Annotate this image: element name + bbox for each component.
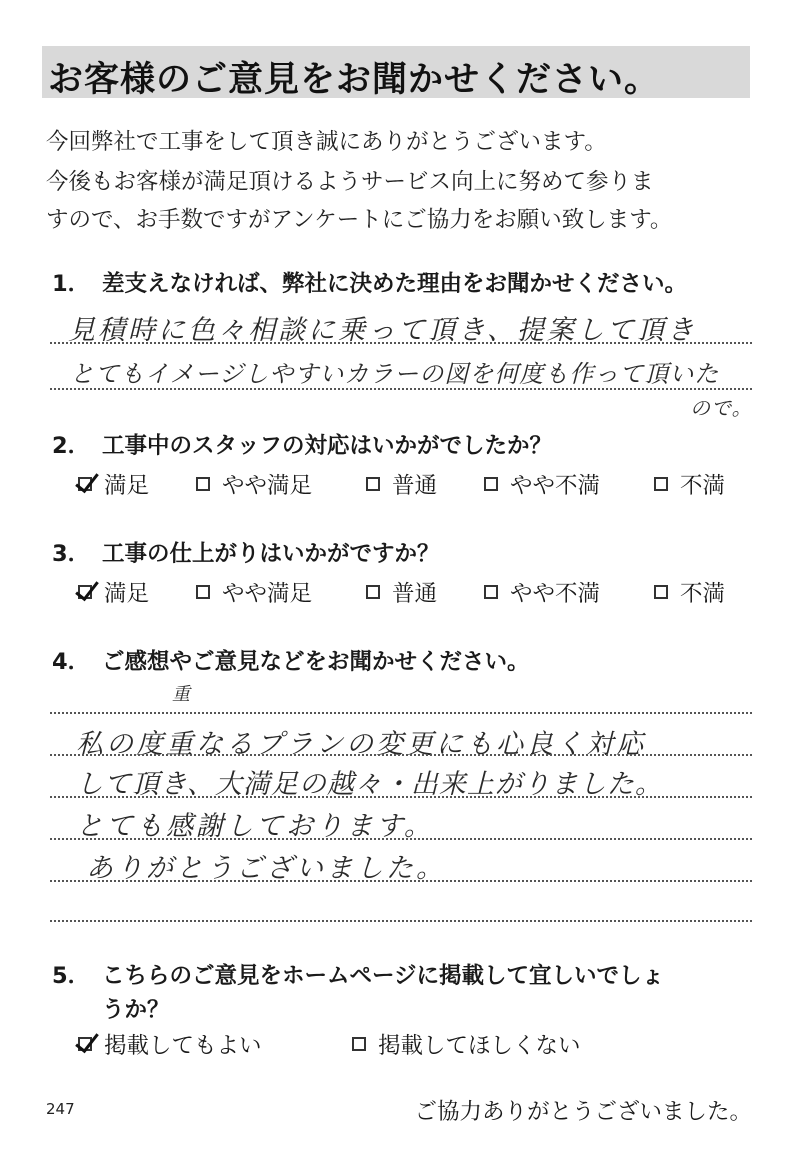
q5-option-allow[interactable]: 掲載してもよい bbox=[78, 1028, 352, 1060]
footer-thanks: ご協力ありがとうございました。 bbox=[414, 1099, 752, 1125]
q4-annotation: 重 bbox=[172, 684, 190, 705]
question-5-number: 5． bbox=[52, 963, 91, 989]
question-5-text-line-2: うか？ bbox=[102, 997, 170, 1023]
q3-option-satisfied[interactable]: 満足 bbox=[78, 576, 196, 608]
q3-options bbox=[78, 576, 725, 608]
checkbox-icon[interactable] bbox=[196, 585, 210, 599]
question-3 bbox=[52, 536, 440, 568]
q1-answer-line-2: とてもイメージしやすいカラーの図を何度も作って頂いた bbox=[70, 360, 720, 388]
q2-option-satisfied[interactable]: 満足 bbox=[78, 468, 196, 500]
question-4-text: ご感想やご意見などをお聞かせください。 bbox=[102, 649, 530, 675]
q5-option-disallow[interactable]: 掲載してほしくない bbox=[352, 1028, 581, 1060]
q4-rule-4 bbox=[50, 838, 752, 840]
question-4 bbox=[52, 644, 530, 676]
question-3-number: 3． bbox=[52, 541, 91, 567]
page-title: お客様のご意見をお聞かせください。 bbox=[48, 60, 661, 100]
q2-option-dissatisfied[interactable]: 不満 bbox=[654, 468, 725, 500]
intro-line-1: 今回弊社で工事をして頂き誠にありがとうございます。 bbox=[46, 129, 607, 155]
checkbox-checked-icon[interactable] bbox=[78, 1037, 92, 1051]
checkbox-icon[interactable] bbox=[654, 477, 668, 491]
question-1-text: 差支えなければ、弊社に決めた理由をお聞かせください。 bbox=[102, 271, 688, 297]
q4-answer-line-3: とても感謝しております。 bbox=[76, 811, 434, 842]
q2-option-somewhat-dissatisfied[interactable]: やや不満 bbox=[484, 468, 654, 500]
checkbox-icon[interactable] bbox=[484, 477, 498, 491]
checkbox-icon[interactable] bbox=[366, 585, 380, 599]
q3-option-somewhat-dissatisfied[interactable]: やや不満 bbox=[484, 576, 654, 608]
checkbox-checked-icon[interactable] bbox=[78, 477, 92, 491]
checkbox-icon[interactable] bbox=[484, 585, 498, 599]
q5-options bbox=[78, 1028, 581, 1060]
q2-option-neutral[interactable]: 普通 bbox=[366, 468, 484, 500]
checkbox-checked-icon[interactable] bbox=[78, 585, 92, 599]
question-4-number: 4． bbox=[52, 649, 91, 675]
q4-rule-1 bbox=[50, 712, 752, 714]
checkbox-icon[interactable] bbox=[352, 1037, 366, 1051]
q3-option-dissatisfied[interactable]: 不満 bbox=[654, 576, 725, 608]
question-5-text-line-1: こちらのご意見をホームページに掲載して宜しいでしょ bbox=[102, 963, 665, 989]
page-number: 247 bbox=[46, 1100, 75, 1118]
q2-option-somewhat-satisfied[interactable]: やや満足 bbox=[196, 468, 366, 500]
checkbox-icon[interactable] bbox=[366, 477, 380, 491]
q3-option-neutral[interactable]: 普通 bbox=[366, 576, 484, 608]
question-3-text: 工事の仕上がりはいかがですか？ bbox=[102, 541, 440, 567]
q1-rule-1 bbox=[50, 342, 752, 344]
question-2-text: 工事中のスタッフの対応はいかがでしたか？ bbox=[102, 433, 553, 459]
q4-rule-2 bbox=[50, 754, 752, 756]
question-2-number: 2． bbox=[52, 433, 91, 459]
q1-answer-line-1: 見積時に色々相談に乗って頂き、提案して頂き bbox=[68, 315, 697, 346]
q1-rule-2 bbox=[50, 388, 752, 390]
q4-rule-5 bbox=[50, 880, 752, 882]
q1-answer-line-3: ので。 bbox=[690, 396, 753, 420]
checkbox-icon[interactable] bbox=[196, 477, 210, 491]
q4-answer-line-4: ありがとうございました。 bbox=[86, 853, 446, 884]
checkbox-icon[interactable] bbox=[654, 585, 668, 599]
q4-rule-6 bbox=[50, 920, 752, 922]
question-2 bbox=[52, 428, 552, 460]
q4-rule-3 bbox=[50, 796, 752, 798]
q4-answer-line-1: 私の度重なるプランの変更にも心良く対応 bbox=[76, 729, 646, 760]
intro-line-3: すので、お手数ですがアンケートにご協力をお願い致します。 bbox=[46, 207, 673, 233]
question-1 bbox=[52, 266, 687, 298]
question-5 bbox=[52, 958, 664, 990]
q3-option-somewhat-satisfied[interactable]: やや満足 bbox=[196, 576, 366, 608]
intro-line-2: 今後もお客様が満足頂けるようサービス向上に努めて参りま bbox=[46, 169, 654, 195]
q4-answer-line-2: して頂き、大満足の越々・出来上がりました。 bbox=[76, 769, 663, 800]
question-1-number: 1． bbox=[52, 271, 91, 297]
q2-options bbox=[78, 468, 725, 500]
